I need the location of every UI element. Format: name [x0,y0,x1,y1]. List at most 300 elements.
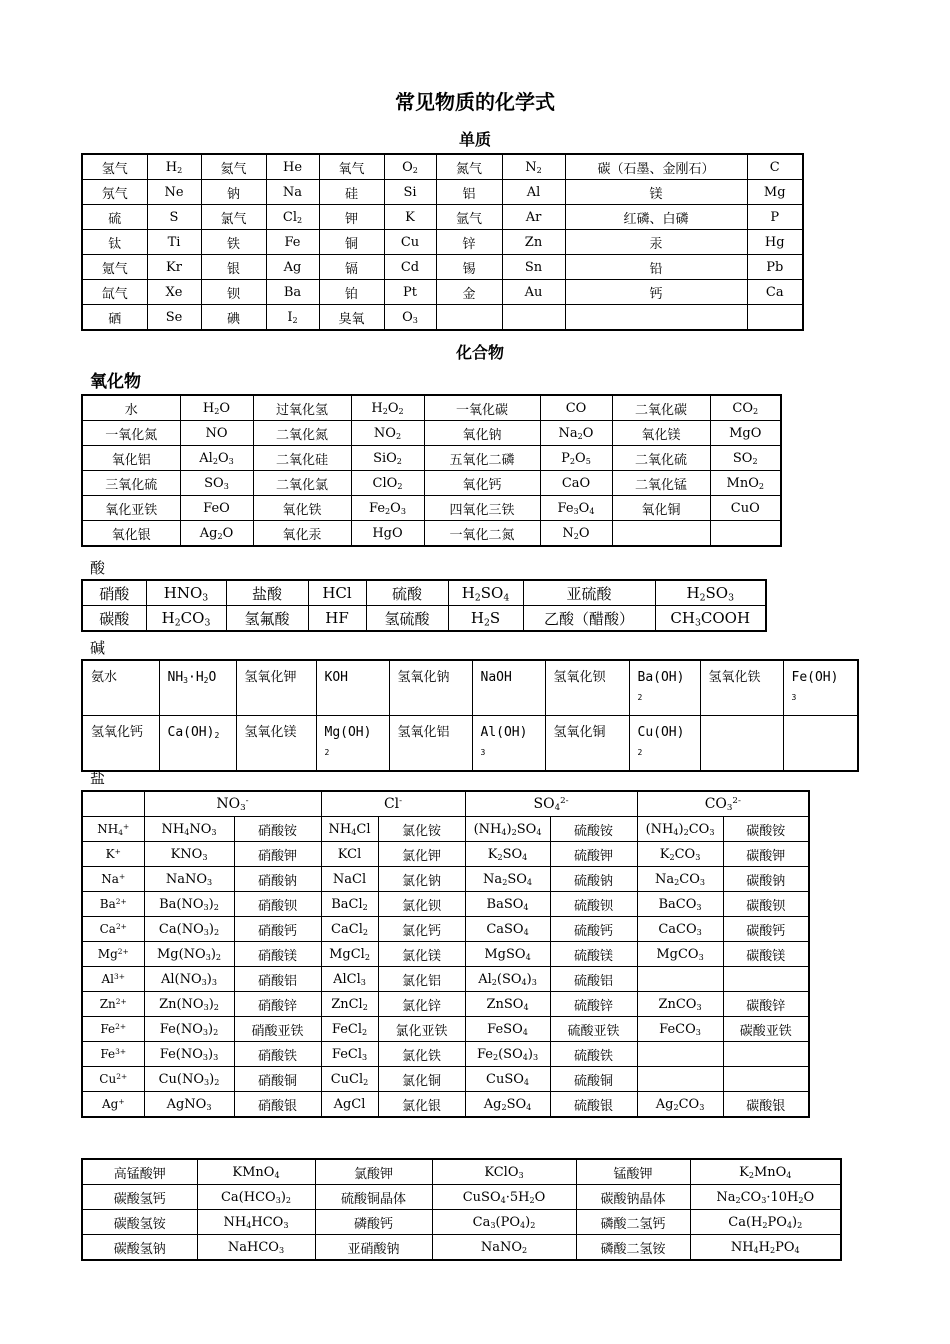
formula-cell: KCl [321,842,378,867]
cell-main-text: 氢氧化钙 [91,725,144,740]
formula-cell: $Mg(NO_3)_2$ [144,942,234,967]
empty-cell [723,967,809,992]
formula-cell: CuO [710,496,781,521]
name-cell: 碳（石墨、金刚石） [565,154,747,180]
salts-heading: 盐 [90,769,106,787]
cell-main-text: Cu(OH) [637,725,685,740]
formula-cell: $Fe(NO_3)_2$ [144,1017,234,1042]
formula-cell: $Na_2CO_3$ [637,867,723,892]
name-cell: 氯化银 [378,1092,465,1118]
formula-cell [472,660,545,716]
empty-cell [637,1042,723,1067]
formula-cell [316,660,389,716]
formula-cell: $NH_4Cl$ [321,817,378,842]
name-cell: 亚硝酸钠 [315,1235,432,1261]
name-cell [700,660,783,716]
formula-cell: CaCl$_2$ [321,917,378,942]
formula-cell: $Fe_2O_3$ [351,496,424,521]
formula-cell [629,716,700,772]
salt-row [82,967,809,992]
cell-main-text: 氢氧化钡 [553,670,606,685]
formula-cell [316,716,389,772]
cation-cell: $Fe^{2+}$ [82,1017,144,1042]
name-cell: 氯化铁 [378,1042,465,1067]
formula-cell: $Ca(H_2PO_4)_2$ [690,1210,841,1235]
formula-cell: $Ca(NO_3)_2$ [144,917,234,942]
name-cell: 氪气 [82,255,147,280]
empty-cell [436,305,502,331]
salt-row [82,842,809,867]
formula-cell: SiO$_2$ [351,446,424,471]
empty-cell [612,521,710,547]
formula-cell: MgSO$_4$ [465,942,550,967]
salt-row [82,942,809,967]
name-cell: 硫酸锌 [550,992,637,1017]
name-cell: 铅 [565,255,747,280]
elements-heading: 单质 [458,130,491,149]
cation-cell: Ag+ [82,1092,144,1118]
name-cell: 碳酸 [82,606,146,632]
name-cell: 硫酸铝 [550,967,637,992]
name-cell: 钙 [565,280,747,305]
formula-cell: ClO$_2$ [351,471,424,496]
formula-cell: $Ba(NO_3)_2$ [144,892,234,917]
name-cell [389,716,472,772]
name-cell: 碳酸氢钙 [82,1185,197,1210]
oxide-row [82,421,781,446]
formula-cell: $H_2$ [147,154,201,180]
name-cell: 硫酸铜晶体 [315,1185,432,1210]
formula-cell: $H_2S$ [448,606,523,632]
formula-cell: Na [266,180,319,205]
formula-cell: $Al(NO_3)_3$ [144,967,234,992]
other-salts-table [81,1158,842,1261]
formula-cell: $(NH_4)_2CO_3$ [637,817,723,842]
formula-cell: He [266,154,319,180]
formula-cell: $H_2O_2$ [351,395,424,421]
element-row [82,230,803,255]
formula-cell: S [147,205,201,230]
name-cell: 高锰酸钾 [82,1159,197,1185]
name-cell: 二氧化锰 [612,471,710,496]
formula-cell: $HNO_3$ [146,580,226,606]
formula-cell: CO [540,395,612,421]
cell-subscript: 2 [324,748,330,757]
name-cell: 碳酸氢钠 [82,1235,197,1261]
formula-cell: Mg [747,180,803,205]
name-cell: 氯化铵 [378,817,465,842]
name-cell: 二氧化硅 [253,446,351,471]
formula-cell: Sn [502,255,565,280]
empty-cell [710,521,781,547]
name-cell: 碳酸镁 [723,942,809,967]
formula-cell: $SO_3$ [180,471,253,496]
name-cell: 碳酸钠晶体 [576,1185,690,1210]
formula-cell [159,716,236,772]
formula-cell: Cd [384,255,436,280]
name-cell: 氧化铝 [82,446,180,471]
name-cell: 硫酸镁 [550,942,637,967]
name-cell: 臭氧 [319,305,384,331]
cell-main-text: $Ca(OH)_2$ [167,725,220,740]
formula-cell: $SO_2$ [710,446,781,471]
formula-cell: $Zn(NO_3)_2$ [144,992,234,1017]
salt-row [82,1017,809,1042]
acid-row [82,580,766,606]
formula-cell: KClO$_3$ [432,1159,576,1185]
name-cell [236,660,316,716]
formula-cell: $Al_2(SO_4)_3$ [465,967,550,992]
formula-cell: $CO_2$ [710,395,781,421]
name-cell: 锡 [436,255,502,280]
name-cell: 汞 [565,230,747,255]
formula-cell: $N_2O$ [540,521,612,547]
cation-cell: K+ [82,842,144,867]
cell-subscript: 2 [637,748,643,757]
base-row [82,660,858,716]
name-cell: 氩气 [436,205,502,230]
name-cell: 银 [201,255,266,280]
cell-subscript: 3 [791,693,797,702]
formula-cell: $NO_2$ [351,421,424,446]
name-cell: 氯化钡 [378,892,465,917]
formula-cell [472,716,545,772]
salt-row [82,892,809,917]
name-cell: 氯化钙 [378,917,465,942]
formula-cell: FeCl$_2$ [321,1017,378,1042]
name-cell: 硝酸 [82,580,146,606]
name-cell: 二氧化硫 [612,446,710,471]
formula-cell: $K_2CO_3$ [637,842,723,867]
anion-header: $SO_4^{2-}$ [465,791,637,817]
name-cell: 碳酸氢铵 [82,1210,197,1235]
name-cell: 硝酸钡 [234,892,321,917]
name-cell: 硫酸钠 [550,867,637,892]
name-cell: 硒 [82,305,147,331]
name-cell: 硫酸铵 [550,817,637,842]
oxide-row [82,446,781,471]
name-cell: 金 [436,280,502,305]
formula-cell: Ag [266,255,319,280]
salts-header-row [82,791,809,817]
name-cell: 硫酸银 [550,1092,637,1118]
formula-cell: $O_2$ [384,154,436,180]
name-cell: 硫酸铜 [550,1067,637,1092]
cation-cell: $Ba^{2+}$ [82,892,144,917]
name-cell: 磷酸钙 [315,1210,432,1235]
empty-cell [502,305,565,331]
formula-cell: $(NH_4)_2SO_4$ [465,817,550,842]
name-cell: 氧化银 [82,521,180,547]
formula-cell: MnO$_2$ [710,471,781,496]
name-cell: 碘 [201,305,266,331]
formula-cell: Xe [147,280,201,305]
salt-row [82,817,809,842]
formula-cell: $I_2$ [266,305,319,331]
formula-cell: Fe [266,230,319,255]
bases-heading: 碱 [90,639,106,657]
formula-cell: Pt [384,280,436,305]
name-cell: 钠 [201,180,266,205]
name-cell: 铂 [319,280,384,305]
formula-cell: Ca [747,280,803,305]
cell-main-text: Ba(OH) [637,670,685,685]
formula-cell: $K_2SO_4$ [465,842,550,867]
oxide-row [82,395,781,421]
anion-header: $NO_3^-$ [144,791,321,817]
name-cell: 锌 [436,230,502,255]
empty-cell [723,1067,809,1092]
oxide-row [82,521,781,547]
element-row [82,205,803,230]
oxide-row [82,496,781,521]
formula-cell: MgCO$_3$ [637,942,723,967]
name-cell: 四氧化三铁 [424,496,540,521]
name-cell: 氦气 [201,154,266,180]
name-cell: 硝酸铵 [234,817,321,842]
cell-main-text: $NH_3\cdot H_2O$ [167,670,217,685]
formula-cell: CuSO$_4$ [465,1067,550,1092]
name-cell: 氖气 [82,180,147,205]
name-cell: 氢气 [82,154,147,180]
formula-cell: Ti [147,230,201,255]
cell-main-text: Mg(OH) [324,725,372,740]
cation-cell: $NH_4^+$ [82,817,144,842]
cell-main-text: Al(OH) [480,725,528,740]
formula-cell: $P_2O_5$ [540,446,612,471]
name-cell: 氙气 [82,280,147,305]
cell-main-text: 氢氧化镁 [244,725,297,740]
formula-cell: $Cu(NO_3)_2$ [144,1067,234,1092]
name-cell: 氧化钙 [424,471,540,496]
formula-cell: CaO [540,471,612,496]
formula-cell: $H_2SO_3$ [655,580,766,606]
cell-subscript: 2 [637,693,643,702]
formula-cell: Se [147,305,201,331]
formula-cell: $CuSO_4\cdot 5H_2O$ [432,1185,576,1210]
anion-header: Cl- [321,791,465,817]
formula-cell: $O_3$ [384,305,436,331]
name-cell: 硫酸铁 [550,1042,637,1067]
cell-main-text: NaOH [480,670,512,685]
element-row [82,255,803,280]
formula-cell: P [747,205,803,230]
formula-cell: Au [502,280,565,305]
formula-cell: FeCO$_3$ [637,1017,723,1042]
name-cell: 碳酸亚铁 [723,1017,809,1042]
formula-cell: C [747,154,803,180]
formula-cell: HgO [351,521,424,547]
name-cell: 碳酸锌 [723,992,809,1017]
name-cell: 钛 [82,230,147,255]
formula-cell: FeSO$_4$ [465,1017,550,1042]
formula-cell: $Na_2O$ [540,421,612,446]
formula-cell: Al [502,180,565,205]
other-salt-row [82,1210,841,1235]
bases-table [81,659,859,772]
acids-heading: 酸 [90,559,106,577]
salt-row [82,917,809,942]
name-cell: 硫酸钙 [550,917,637,942]
other-salt-row [82,1159,841,1185]
formula-cell: $H_2O$ [180,395,253,421]
name-cell: 氧气 [319,154,384,180]
formula-cell [159,660,236,716]
cell-main-text: Fe(OH) [791,670,839,685]
formula-cell: KMnO$_4$ [197,1159,315,1185]
name-cell: 硝酸亚铁 [234,1017,321,1042]
name-cell: 硝酸镁 [234,942,321,967]
name-cell [545,716,629,772]
name-cell: 氧化亚铁 [82,496,180,521]
formula-cell: Ba [266,280,319,305]
formula-cell: $Al_2O_3$ [180,446,253,471]
formula-cell: Kr [147,255,201,280]
name-cell: 硫 [82,205,147,230]
name-cell: 氯气 [201,205,266,230]
empty-cell [723,1042,809,1067]
name-cell: 碳酸钠 [723,867,809,892]
empty-cell [565,305,747,331]
name-cell: 氧化铁 [253,496,351,521]
name-cell: 氧化汞 [253,521,351,547]
formula-cell: Si [384,180,436,205]
name-cell: 氯化亚铁 [378,1017,465,1042]
name-cell: 二氧化碳 [612,395,710,421]
page-title: 常见物质的化学式 [395,90,555,114]
salt-row [82,1092,809,1118]
empty-cell [747,305,803,331]
name-cell: 锰酸钾 [576,1159,690,1185]
compounds-heading: 化合物 [455,343,504,362]
name-cell: 氧化镁 [612,421,710,446]
formula-cell: FeO [180,496,253,521]
name-cell [236,716,316,772]
name-cell: 碳酸银 [723,1092,809,1118]
formula-cell: Hg [747,230,803,255]
salts-table [81,790,810,1118]
name-cell: 碳酸钡 [723,892,809,917]
salt-row [82,1042,809,1067]
other-salt-row [82,1185,841,1210]
corner-cell [82,791,144,817]
formula-cell: $Na_2SO_4$ [465,867,550,892]
name-cell: 磷酸二氢钙 [576,1210,690,1235]
formula-cell: NaHCO$_3$ [197,1235,315,1261]
element-row [82,180,803,205]
name-cell: 硫酸钡 [550,892,637,917]
cation-cell: $Al^{3+}$ [82,967,144,992]
formula-cell: Ne [147,180,201,205]
formula-cell: Ar [502,205,565,230]
cell-main-text: 氢氧化钠 [397,670,450,685]
cell-main-text: 氢氧化铝 [397,725,450,740]
name-cell [82,716,159,772]
name-cell: 氯化锌 [378,992,465,1017]
name-cell: 氯化铜 [378,1067,465,1092]
salt-row [82,1067,809,1092]
name-cell: 氯化镁 [378,942,465,967]
formula-cell: HCl [308,580,366,606]
name-cell: 硝酸铝 [234,967,321,992]
formula-cell: $H_2CO_3$ [146,606,226,632]
formula-cell: NaNO$_2$ [432,1235,576,1261]
formula-cell: CaSO$_4$ [465,917,550,942]
formula-cell [783,660,858,716]
name-cell: 铝 [436,180,502,205]
name-cell: 硝酸钠 [234,867,321,892]
formula-cell: K [384,205,436,230]
empty-cell [783,716,858,772]
empty-cell [637,1067,723,1092]
cation-cell: $Fe^{3+}$ [82,1042,144,1067]
formula-cell: NaCl [321,867,378,892]
name-cell: 亚硫酸 [523,580,655,606]
formula-cell: Cu [384,230,436,255]
empty-cell [637,967,723,992]
formula-cell: AlCl$_3$ [321,967,378,992]
name-cell: 过氧化氢 [253,395,351,421]
acids-table [81,579,767,632]
name-cell: 硝酸钙 [234,917,321,942]
acid-row [82,606,766,632]
formula-cell: $K_2MnO_4$ [690,1159,841,1185]
formula-cell: FeCl$_3$ [321,1042,378,1067]
name-cell: 铜 [319,230,384,255]
formula-cell: BaCO$_3$ [637,892,723,917]
element-row [82,154,803,180]
formula-cell: $Fe_2(SO_4)_3$ [465,1042,550,1067]
cell-subscript: 3 [480,748,486,757]
oxides-table [81,394,782,547]
formula-cell: MgCl$_2$ [321,942,378,967]
name-cell [389,660,472,716]
name-cell: 钾 [319,205,384,230]
name-cell: 氢氟酸 [226,606,308,632]
formula-cell: $Ca(HCO_3)_2$ [197,1185,315,1210]
cell-main-text: 氢氧化铜 [553,725,606,740]
name-cell: 钡 [201,280,266,305]
name-cell: 硝酸锌 [234,992,321,1017]
formula-cell: AgCl [321,1092,378,1118]
formula-cell: $N_2$ [502,154,565,180]
formula-cell: CuCl$_2$ [321,1067,378,1092]
name-cell: 碳酸钾 [723,842,809,867]
cation-cell: $Cu^{2+}$ [82,1067,144,1092]
formula-cell: MgO [710,421,781,446]
name-cell: 氯酸钾 [315,1159,432,1185]
name-cell: 红磷、白磷 [565,205,747,230]
formula-cell: $NH_4NO_3$ [144,817,234,842]
formula-cell: $Na_2CO_3\cdot 10H_2O$ [690,1185,841,1210]
cation-cell: Na+ [82,867,144,892]
formula-cell: $H_2SO_4$ [448,580,523,606]
name-cell: 氧化铜 [612,496,710,521]
anion-header: $CO_3^{2-}$ [637,791,809,817]
formula-cell: ZnCO$_3$ [637,992,723,1017]
formula-cell: Zn [502,230,565,255]
name-cell: 镉 [319,255,384,280]
name-cell: 硫酸亚铁 [550,1017,637,1042]
elements-table [81,153,804,331]
name-cell: 镁 [565,180,747,205]
salt-row [82,992,809,1017]
formula-cell: NaNO$_3$ [144,867,234,892]
name-cell: 水 [82,395,180,421]
name-cell: 一氧化碳 [424,395,540,421]
oxide-row [82,471,781,496]
empty-cell [700,716,783,772]
